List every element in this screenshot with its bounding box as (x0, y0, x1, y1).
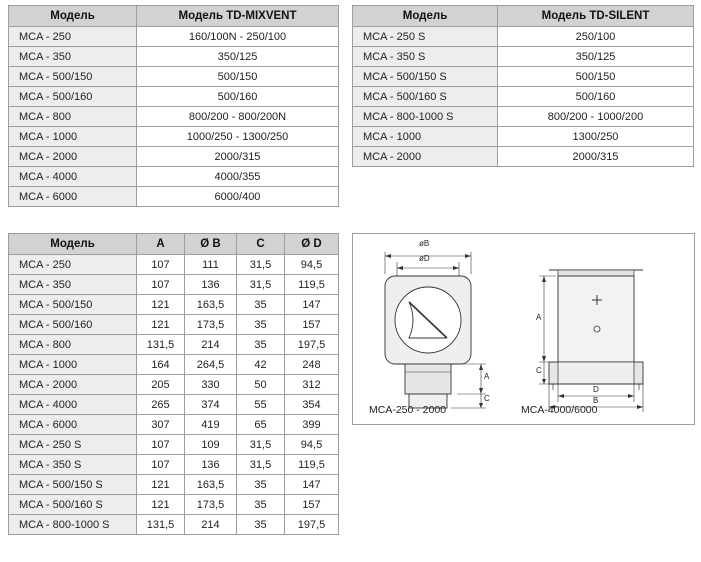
cell-model: MCA - 2000 (9, 147, 137, 167)
table-row (9, 275, 339, 295)
cell-a: 307 (137, 415, 185, 435)
cell-model: MCA - 500/160 (9, 315, 137, 335)
dimensions-table (8, 233, 339, 535)
cell-d: 197,5 (285, 335, 339, 355)
cell-b: 214 (185, 335, 237, 355)
caption-right-drawing: MCA-4000/6000 (521, 404, 598, 416)
table-header-row (9, 6, 339, 27)
label-a-left: A (484, 372, 490, 381)
cell-a: 131,5 (137, 515, 185, 535)
table-row (9, 167, 339, 187)
cell-model: MCA - 1000 (353, 127, 498, 147)
cell-b: 374 (185, 395, 237, 415)
cell-model: MCA - 500/160 S (353, 87, 498, 107)
table-row (9, 495, 339, 515)
cell-model: MCA - 500/150 (9, 295, 137, 315)
mixvent-model-table (8, 5, 339, 207)
cell-model: MCA - 2000 (9, 375, 137, 395)
cell-value: 500/160 (498, 87, 694, 107)
cell-d: 147 (285, 475, 339, 495)
table-row (353, 87, 694, 107)
table-row (9, 335, 339, 355)
cell-model: MCA - 1000 (9, 355, 137, 375)
cell-a: 121 (137, 495, 185, 515)
cell-b: 214 (185, 515, 237, 535)
cell-d: 248 (285, 355, 339, 375)
table-row (9, 187, 339, 207)
cell-a: 107 (137, 455, 185, 475)
table-row (9, 355, 339, 375)
cell-model: MCA - 6000 (9, 187, 137, 207)
cell-c: 31,5 (237, 275, 285, 295)
table-row (353, 27, 694, 47)
cell-value: 1300/250 (498, 127, 694, 147)
cell-value: 2000/315 (137, 147, 339, 167)
table-row (9, 295, 339, 315)
column-header-model: Модель (353, 6, 498, 27)
column-header-silent: Модель TD-SILENT (498, 6, 694, 27)
cell-b: 173,5 (185, 315, 237, 335)
cell-model: MCA - 500/150 S (9, 475, 137, 495)
cell-model: MCA - 500/160 (9, 87, 137, 107)
cell-model: MCA - 4000 (9, 395, 137, 415)
table-header-row (9, 234, 339, 255)
column-header-model: Модель (9, 6, 137, 27)
cell-a: 131,5 (137, 335, 185, 355)
silent-model-table (352, 5, 694, 167)
cell-model: MCA - 250 S (9, 435, 137, 455)
cell-c: 31,5 (237, 255, 285, 275)
cell-value: 500/150 (498, 67, 694, 87)
cell-c: 31,5 (237, 455, 285, 475)
cell-a: 107 (137, 275, 185, 295)
cell-c: 35 (237, 335, 285, 355)
column-header-a: A (137, 234, 185, 255)
cell-a: 107 (137, 255, 185, 275)
cell-d: 147 (285, 295, 339, 315)
table-row (9, 395, 339, 415)
cell-model: MCA - 800-1000 S (9, 515, 137, 535)
table-row (353, 127, 694, 147)
cell-d: 157 (285, 315, 339, 335)
cell-model: MCA - 6000 (9, 415, 137, 435)
table-row (9, 315, 339, 335)
cell-model: MCA - 350 (9, 275, 137, 295)
table-row (9, 47, 339, 67)
table-row (353, 67, 694, 87)
cell-c: 65 (237, 415, 285, 435)
cell-model: MCA - 250 S (353, 27, 498, 47)
table-row (353, 107, 694, 127)
cell-b: 330 (185, 375, 237, 395)
cell-d: 312 (285, 375, 339, 395)
cell-b: 163,5 (185, 295, 237, 315)
label-diameter-b: øB (419, 239, 430, 248)
label-d-right: D (593, 385, 599, 394)
cell-a: 164 (137, 355, 185, 375)
cell-d: 157 (285, 495, 339, 515)
table-row (353, 147, 694, 167)
table-row (353, 47, 694, 67)
table-row (9, 455, 339, 475)
table-row (9, 255, 339, 275)
cell-d: 399 (285, 415, 339, 435)
table-row (9, 107, 339, 127)
cell-model: MCA - 500/150 S (353, 67, 498, 87)
column-header-model: Модель (9, 234, 137, 255)
cell-a: 205 (137, 375, 185, 395)
cell-b: 136 (185, 455, 237, 475)
table-row (9, 435, 339, 455)
diagram-svg (353, 234, 694, 424)
cell-d: 119,5 (285, 275, 339, 295)
cell-value: 350/125 (498, 47, 694, 67)
cell-value: 160/100N - 250/100 (137, 27, 339, 47)
cell-c: 35 (237, 315, 285, 335)
cell-b: 163,5 (185, 475, 237, 495)
cell-value: 2000/315 (498, 147, 694, 167)
cell-b: 419 (185, 415, 237, 435)
table-row (9, 67, 339, 87)
label-b-right: B (593, 396, 599, 405)
cell-b: 173,5 (185, 495, 237, 515)
cell-value: 500/160 (137, 87, 339, 107)
cell-c: 35 (237, 515, 285, 535)
cell-a: 107 (137, 435, 185, 455)
cell-value: 6000/400 (137, 187, 339, 207)
cell-a: 121 (137, 295, 185, 315)
cell-value: 4000/355 (137, 167, 339, 187)
cell-c: 55 (237, 395, 285, 415)
table-row (9, 415, 339, 435)
column-header-c: C (237, 234, 285, 255)
table-row (9, 87, 339, 107)
cell-c: 35 (237, 295, 285, 315)
label-c-left: C (484, 394, 490, 403)
table-row (9, 475, 339, 495)
caption-left-drawing: MCA-250 - 2000 (369, 404, 447, 416)
dimension-diagram-panel (352, 233, 695, 425)
cell-b: 111 (185, 255, 237, 275)
cell-value: 1000/250 - 1300/250 (137, 127, 339, 147)
cell-b: 136 (185, 275, 237, 295)
label-diameter-d: øD (419, 254, 430, 263)
cell-c: 35 (237, 495, 285, 515)
cell-model: MCA - 800-1000 S (353, 107, 498, 127)
cell-a: 265 (137, 395, 185, 415)
cell-d: 119,5 (285, 455, 339, 475)
cell-value: 350/125 (137, 47, 339, 67)
cell-value: 500/150 (137, 67, 339, 87)
cell-c: 50 (237, 375, 285, 395)
cell-model: MCA - 350 S (9, 455, 137, 475)
cell-value: 800/200 - 800/200N (137, 107, 339, 127)
column-header-d: Ø D (285, 234, 339, 255)
table-row (9, 127, 339, 147)
table-row (9, 27, 339, 47)
cell-model: MCA - 500/160 S (9, 495, 137, 515)
cell-model: MCA - 4000 (9, 167, 137, 187)
cell-model: MCA - 2000 (353, 147, 498, 167)
cell-b: 264,5 (185, 355, 237, 375)
cell-model: MCA - 350 S (353, 47, 498, 67)
label-c-right: C (536, 366, 542, 375)
table-row (9, 375, 339, 395)
cell-a: 121 (137, 475, 185, 495)
column-header-mixvent: Модель TD-MIXVENT (137, 6, 339, 27)
cell-model: MCA - 250 (9, 27, 137, 47)
cell-c: 35 (237, 475, 285, 495)
cell-a: 121 (137, 315, 185, 335)
table-row (9, 515, 339, 535)
cell-model: MCA - 250 (9, 255, 137, 275)
cell-c: 31,5 (237, 435, 285, 455)
cell-c: 42 (237, 355, 285, 375)
cell-b: 109 (185, 435, 237, 455)
cell-d: 197,5 (285, 515, 339, 535)
column-header-b: Ø B (185, 234, 237, 255)
cell-model: MCA - 800 (9, 107, 137, 127)
cell-model: MCA - 500/150 (9, 67, 137, 87)
cell-d: 94,5 (285, 435, 339, 455)
cell-model: MCA - 800 (9, 335, 137, 355)
label-a-right: A (536, 313, 542, 322)
table-header-row (353, 6, 694, 27)
cell-d: 94,5 (285, 255, 339, 275)
cell-value: 250/100 (498, 27, 694, 47)
cell-model: MCA - 350 (9, 47, 137, 67)
cell-d: 354 (285, 395, 339, 415)
cell-value: 800/200 - 1000/200 (498, 107, 694, 127)
table-row (9, 147, 339, 167)
cell-model: MCA - 1000 (9, 127, 137, 147)
